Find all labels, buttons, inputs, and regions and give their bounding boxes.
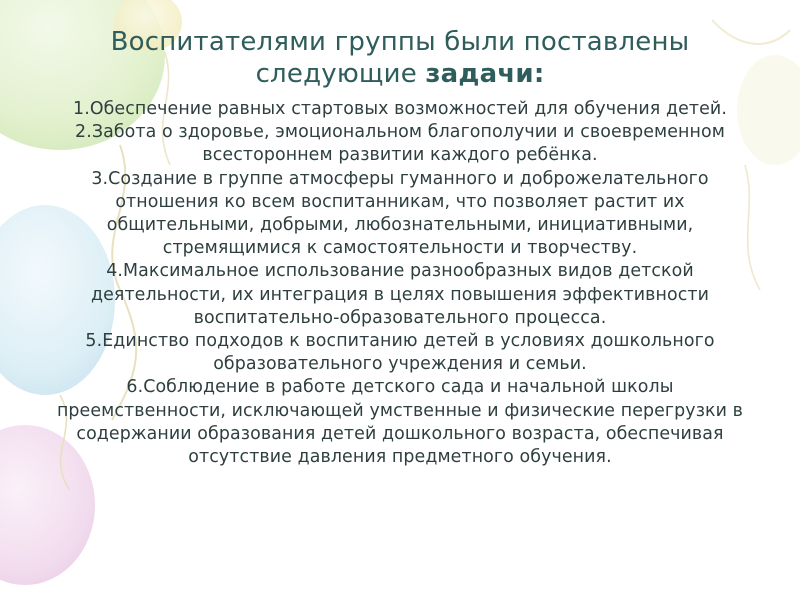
task-item-2: 2.Забота о здоровье, эмоциональном благополучии и своевременном всестороннем развитии каждого ребёнка. [75, 122, 725, 166]
task-item-6: 6.Соблюдение в работе детского сада и начальной школы преемственности, исключающей умственные и физические перегрузки в содержании образования детей дошкольного возраста, обеспечивая отсутствие давления предметного обучения. [56, 377, 744, 468]
task-item-4: 4.Максимальное использование разнообразных видов детской деятельности, их интеграция в целях повышения эффективности воспитательно-образовательного процесса. [90, 261, 710, 328]
task-list [40, 98, 760, 469]
task-item-3: 3.Создание в группе атмосферы гуманного и доброжелательного отношения ко всем воспитанникам, что позволяет растит их общительными, добрыми, любознательными, инициативными, стремящимися к самостоятельности и творчеству. [91, 168, 709, 259]
slide-title [40, 26, 760, 90]
slide-content [40, 26, 760, 469]
task-item-5: 5.Единство подходов к воспитанию детей в условиях дошкольного образовательного учреждения и семьи. [85, 331, 715, 375]
title-accent: задачи: [425, 59, 545, 89]
task-item-1: 1.Обеспечение равных стартовых возможностей для обучения детей. [73, 99, 727, 119]
title-text: Воспитателями группы были поставлены следующие [110, 27, 690, 89]
